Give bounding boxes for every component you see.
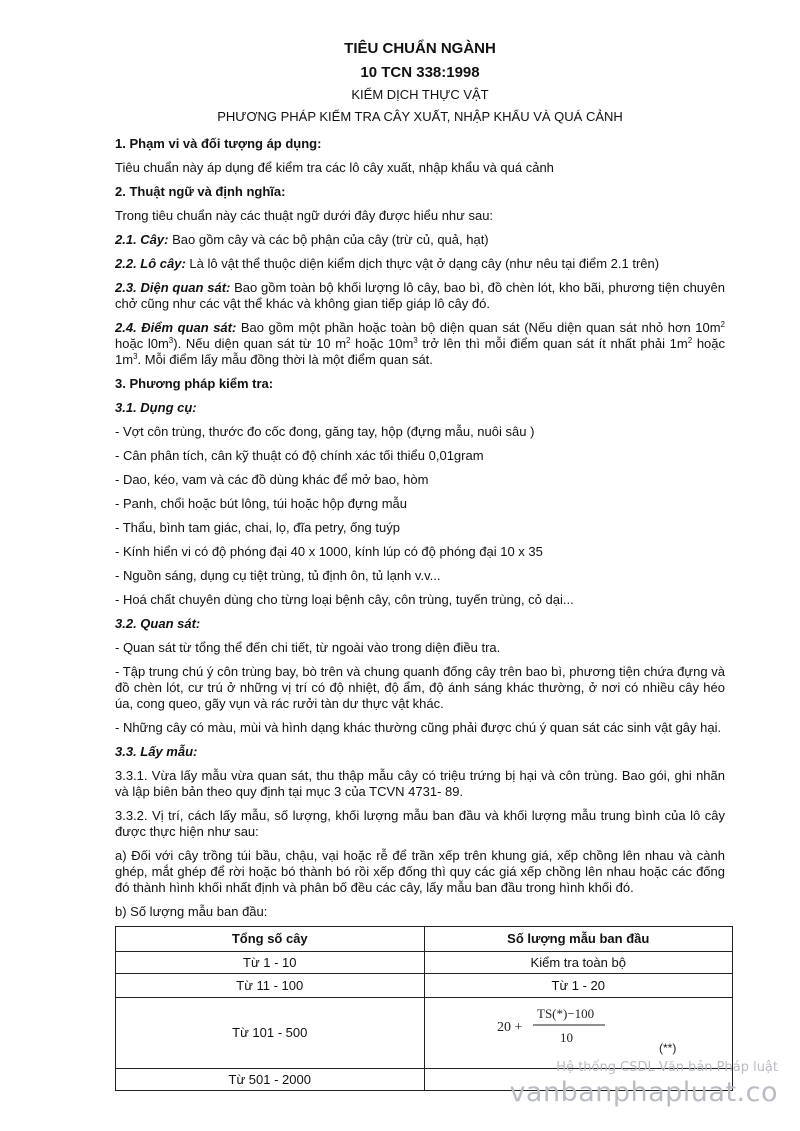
table-cell: Từ 1 - 20: [424, 974, 733, 998]
observation-item: - Quan sát từ tổng thể đến chi tiết, từ ngoài vào trong diện điều tra.: [115, 640, 501, 655]
tool-item: - Cân phân tích, cân kỹ thuật có độ chính xác tối thiểu 0,01gram: [115, 448, 484, 463]
section-1-heading: 1. Phạm vi và đối tượng áp dụng:: [115, 136, 322, 151]
watermark-line-2: vanbanphapluat.co: [509, 1077, 778, 1108]
superscript: 2: [346, 336, 351, 345]
formula-cell: [424, 998, 733, 1069]
definition-text: Bao gồm một phần hoặc toàn bộ diện quan sát (Nếu diện quan sát nhỏ hơn 10m: [236, 320, 721, 335]
table-cell: Từ 11 - 100: [116, 974, 425, 998]
superscript: 3: [413, 336, 418, 345]
definition-term: 2.1. Cây:: [115, 232, 169, 247]
definition-2-2: [115, 256, 725, 272]
definition-text: Bao gồm toàn bộ khối lượng lô cây, bao bì, đồ chèn lót, kho bãi, phương tiện chuyên chở cũng như các vật thể khác và không gian tiếp giáp lô cây đó.: [115, 280, 725, 311]
table-row: [116, 952, 733, 974]
watermark-line-1: Hệ thống CSDL Văn bản Pháp luật: [556, 1060, 778, 1075]
definition-text: Bao gồm cây và các bộ phận của cây (trừ củ, quả, hạt): [168, 232, 489, 247]
section-3-heading: 3. Phương pháp kiểm tra:: [115, 376, 274, 391]
superscript: 3: [133, 352, 138, 361]
paragraph-3-3-2: 3.3.2. Vị trí, cách lấy mẫu, số lượng, khối lượng mẫu ban đầu và khối lượng mẫu trung bình của lô cây được thực hiện như sau:: [115, 808, 725, 839]
formula-graphic: [425, 998, 733, 1068]
tools-heading: 3.1. Dụng cụ:: [115, 400, 197, 415]
table-header-row: [116, 927, 733, 952]
table-cell: Từ 1 - 10: [116, 952, 425, 974]
formula-numerator: TS(*)−100: [536, 1006, 594, 1021]
observation-item: - Tập trung chú ý côn trùng bay, bò trên và chung quanh đống cây trên bao bì, phương tiện chứa đựng và đồ chèn lót, cư trú ở những vị trí có độ nhiệt, độ ẩm, độ ánh sáng khác thường, ở nơi có nhiều cây héo úa, cong queo, gãy vụn và rác rưởi tàn dư thực vật khác.: [115, 664, 725, 711]
tool-item: - Dao, kéo, vam và các đồ dùng khác để mở bao, hòm: [115, 472, 429, 487]
definition-text: hoặc l0m: [115, 336, 169, 351]
definition-text: ). Nếu diện quan sát từ 10 m: [173, 336, 347, 351]
definition-text: hoặc 1m: [115, 336, 726, 367]
formula-lead: 20 +: [496, 1020, 522, 1035]
definition-term: 2.3. Diện quan sát:: [115, 280, 231, 295]
watermark: [509, 1060, 778, 1108]
table-cell: Từ 501 - 2000: [116, 1069, 425, 1091]
definition-2-3: [115, 280, 725, 312]
table-header: Tổng số cây: [116, 927, 425, 952]
tool-item: - Vợt côn trùng, thước đo cốc đong, găng tay, hộp (đựng mẫu, nuôi sâu ): [115, 424, 535, 439]
section-2-intro: Trong tiêu chuẩn này các thuật ngữ dưới đây được hiểu như sau:: [115, 208, 494, 223]
tool-item: - Thẩu, bình tam giác, chai, lọ, đĩa petry, ống tuýp: [115, 520, 400, 535]
document-title: TIÊU CHUẨN NGÀNH: [344, 40, 496, 57]
paragraph-3-3-1: 3.3.1. Vừa lấy mẫu vừa quan sát, thu thập mẫu cây có triệu trứng bị hại và côn trùng. Bao gói, ghi nhãn và lập biên bản theo quy định tại mục 3 của TCVN 4731- 89.: [115, 768, 725, 799]
sampling-heading: 3.3. Lấy mẫu:: [115, 744, 198, 759]
definition-text: Là lô vật thể thuộc diện kiểm dịch thực vật ở dạng cây (như nêu tại điểm 2.1 trên): [185, 256, 660, 271]
document-subtitle: PHƯƠNG PHÁP KIỂM TRA CÂY XUẤT, NHẬP KHẨU VÀ QUÁ CẢNH: [217, 109, 623, 124]
superscript: 2: [687, 336, 693, 345]
observation-heading: 3.2. Quan sát:: [115, 616, 201, 631]
tool-item: - Kính hiển vi có độ phóng đại 40 x 1000, kính lúp có độ phóng đại 10 x 35: [115, 544, 543, 559]
document-code: 10 TCN 338:1998: [360, 64, 480, 81]
tool-item: - Hoá chất chuyên dùng cho từng loại bệnh cây, côn trùng, tuyến trùng, cỏ dại...: [115, 592, 574, 607]
definition-2-4: [115, 320, 725, 368]
paragraph-b: b) Số lượng mẫu ban đầu:: [115, 904, 268, 919]
table-cell: Kiểm tra toàn bộ: [424, 952, 733, 974]
observation-item: - Những cây có màu, mùi và hình dạng khác thường cũng phải được chú ý quan sát các sinh vật gây hại.: [115, 720, 722, 735]
definition-term: 2.2. Lô cây:: [115, 256, 186, 271]
superscript: 3: [168, 336, 174, 345]
definition-text: . Mỗi điểm lấy mẫu đồng thời là một điểm quan sát.: [137, 352, 433, 367]
paragraph-a: a) Đối với cây trồng túi bầu, chậu, vại hoặc rễ để trần xếp trên khung giá, xếp chồng lên nhau và cành ghép, mắt ghép để rời hoặc bó thành bó rồi xếp đống thì quy các giá xếp chồng lên nhau hoặc các đống đó thành hình khối nhất định và phân bố đều các cây, lấy mẫu ban đầu trong hình khối đó.: [115, 848, 725, 895]
sample-formula: [425, 998, 733, 1068]
formula-note: (**): [658, 1041, 676, 1055]
table-header: Số lượng mẫu ban đầu: [424, 927, 733, 952]
definition-2-1: [115, 232, 725, 248]
tool-item: - Nguồn sáng, dụng cụ tiệt trùng, tủ định ôn, tủ lạnh v.v...: [115, 568, 441, 583]
table-row: [116, 998, 733, 1069]
definition-term: 2.4. Điểm quan sát:: [115, 320, 237, 335]
tool-item: - Panh, chổi hoặc bút lông, túi hoặc hộp đựng mẫu: [115, 496, 408, 511]
document-category: KIỂM DỊCH THỰC VẬT: [351, 87, 489, 102]
superscript: 2: [720, 320, 725, 329]
definition-text: hoặc 10m: [350, 336, 414, 351]
section-2-heading: 2. Thuật ngữ và định nghĩa:: [115, 184, 286, 199]
table-cell: Từ 101 - 500: [116, 998, 425, 1069]
definition-text: trở lên thì mỗi điểm quan sát ít nhất phải 1m: [417, 336, 688, 351]
section-1-text: Tiêu chuẩn này áp dụng để kiểm tra các lô cây xuất, nhập khẩu và quá cảnh: [115, 160, 554, 175]
table-row: [116, 974, 733, 998]
formula-denominator: 10: [559, 1030, 573, 1045]
document-page: [115, 36, 725, 1091]
